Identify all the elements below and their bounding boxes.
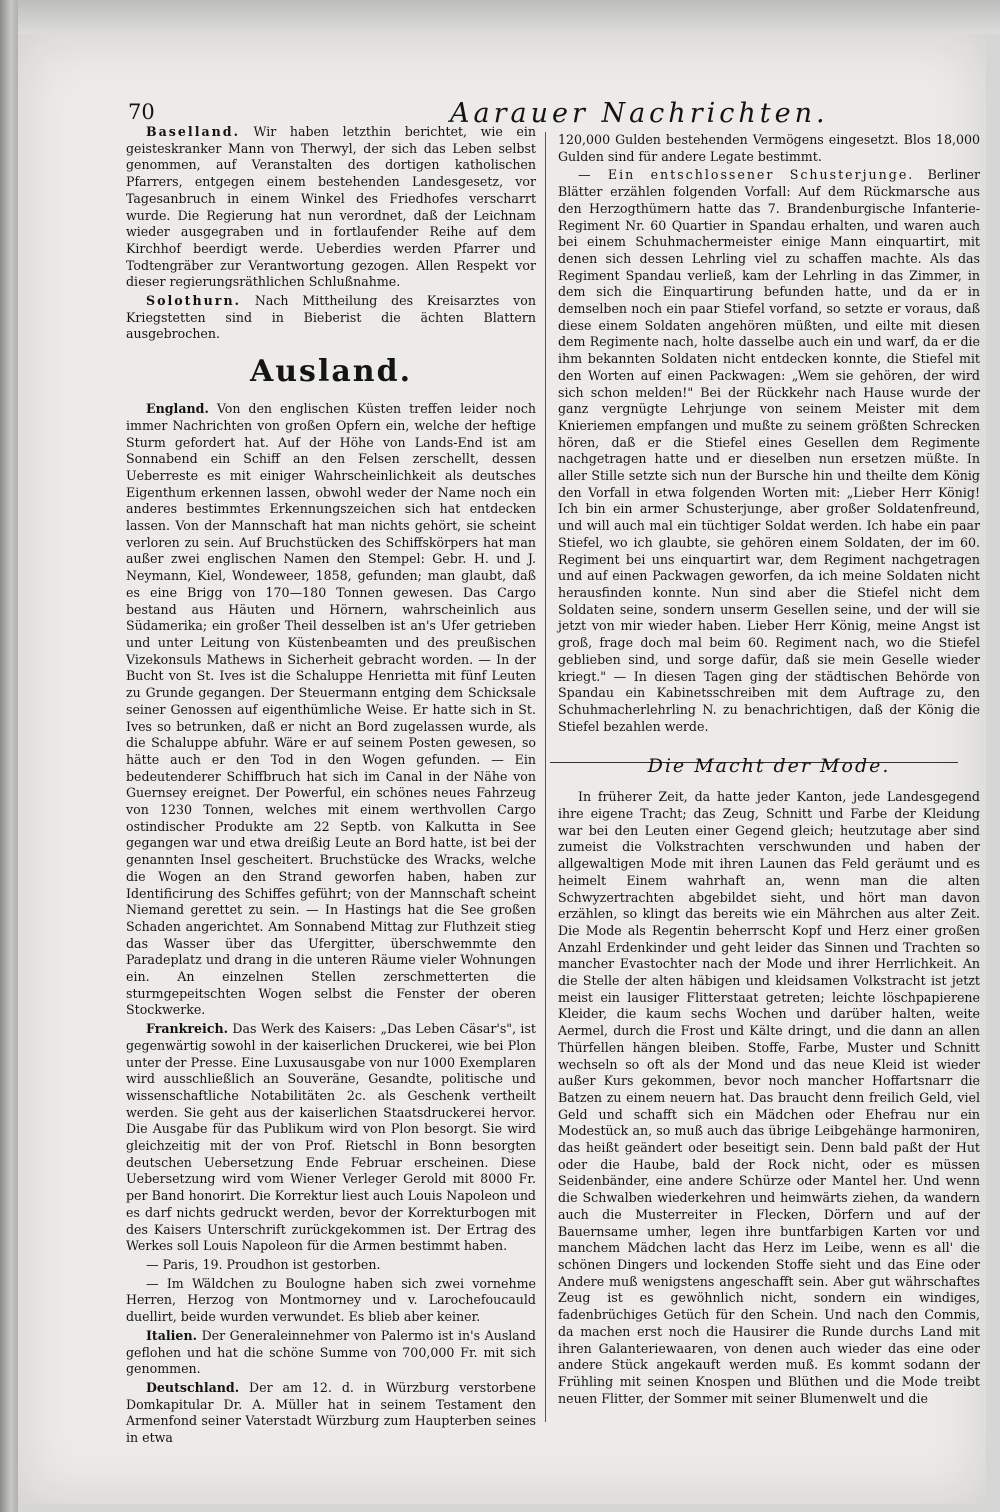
article-boulogne: — Im Wäldchen zu Boulogne haben sich zwei vornehme Herren, Herzog von Montmorney und v. Larochefoucauld duellirt, beide wurden verwundet. Es blieb aber keiner.	[126, 1275, 536, 1325]
article-frankreich	[126, 1021, 536, 1255]
article-head: Italien.	[146, 1327, 197, 1343]
article-mode: In früherer Zeit, da hatte jeder Kanton, jede Landesgegend ihre eigene Tracht; das Zeug, Schnitt und Farbe der Kleidung war bei den Leuten einer Gegend gleich; heutzutage aber sind zumeist die Volkstrachten verschwunden und haben der allgewaltigen Mode mit ihren Launen das Feld geräumt und es heimelt Einem wahrhaft an, wenn man die alten Schwyzertrachten abgebildet sieht, und hört man davon erzählen, so klingt das bereits wie ein Mährchen aus alter Zeit. Die Mode als Regentin beherrscht Kopf und Herz einer großen Anzahl Erdenkinder und geht leider das Sinnen und Trachten so mancher Evastochter nach der Mode und ihrer Herrlichkeit. An die Stelle der alten häbigen und kleidsamen Volkstracht ist jetzt meist ein lausiger Flitterstaat getreten; leichte löschpapierene Kleider, die kaum sechs Wochen und darüber halten, weite Aermel, durch die Frost und Kälte dringt, und die dann an allen Thürfellen hängen bleiben. Stoffe, Farbe, Muster und Schnitt wechseln so oft als der Mond und das neue Kleid ist wieder außer Kurs gekommen, bevor noch mancher Hoffartsnarr die Batzen zu einem neuern hat. Das braucht denn freilich Geld, viel Geld und schafft sich ein Mädchen oder Ehefrau nur ein Modestück an, so muß auch das übrige Leibgehänge harmoniren, das heißt geändert oder beseitigt sein. Denn bald paßt der Hut oder die Haube, bald der Rock nicht, oder es müssen Seidenbänder, eine andere Schürze oder Mantel her. Und wenn die Schwalben wiederkehren und heimwärts ziehen, da wandern auch die Musterreiter in Flecken, Dörfern und auf der Bauernsame umher, legen ihre buntfarbigen Karten vor und manchem Mädchen lacht das Herz im Leibe, wenn es all' die schönen Dingers und lockenden Stoffe sieht und das Eine oder Andere muß wenigstens angeschafft sein. Aber gut währschaftes Zeug ist es gewöhnlich nicht, sondern ein windiges, fadenbrüchiges Getüch für den Schein. Und nach den Commis, da machen erst noch die Hausirer die Runde durchs Land mit ihren Galanteriewaaren, von denen auch wieder das eine oder andere Stück angekauft werden muß. Es kommt sodann der Frühling mit seinen Knospen und Blüthen und die Mode treibt neuen Flitter, der Sommer mit seiner Blumenwelt und die	[558, 789, 980, 1406]
article-body: Von den englischen Küsten treffen leider noch immer Nachrichten von großen Opfern ein, welche der heftige Sturm gefordert hat. Auf der Höhe von Lands-End ist am Sonnabend ein Schiff an den Felsen zerschellt, dessen Ueberreste es mit einiger Wahrscheinlichkeit als deutsches Eigenthum erkennen lassen, obwohl weder der Name noch ein anderes bestimmtes Erkennungszeichen sich hat entdecken lassen. Von der Mannschaft hat man nichts gehört, sie scheint verloren zu sein. Auf Bruchstücken des Schiffskörpers hat man außer zwei englischen Namen den Stempel: Gebr. H. und J. Neymann, Kiel, Wondeweer, 1858, gefunden; man glaubt, daß es eine Brigg von 170—180 Tonnen gewesen. Das Cargo bestand aus Häuten und Hörnern, wahrscheinlich aus Südamerika; ein großer Theil desselben ist an's Ufer getrieben und unter Leitung von Küstenbeamten und des preußischen Vizekonsuls Mathews in Sicherheit gebracht worden. — In der Bucht von St. Ives ist die Schaluppe Henrietta mit fünf Leuten zu Grunde gegangen. Der Steuermann entging dem Schicksale seiner Genossen auf eigenthümliche Weise. Er hatte sich in St. Ives so betrunken, daß er nicht an Bord zugelassen wurde, als die Schaluppe abfuhr. Wäre er auf seinem Posten gewesen, so hätte auch er den Tod in den Wogen gefunden. — Ein bedeutenderer Schiffbruch hat sich im Canal in der Nähe von Guernsey ereignet. Der Powerful, ein schönes neues Fahrzeug von 1230 Tonnen, welches mit einem werthvollen Cargo ostindischer Produkte am 22 Septb. von Kalkutta in See gegangen war und etwa dreißig Leute an Bord hatte, ist bei der genannten Insel gescheitert. Bruchstücke des Wracks, welche die Wogen an den Strand geworfen haben, haben zur Identificirung des Schiffes geführt; von der Mannschaft scheint Niemand gerettet zu sein. — In Hastings hat die See großen Schaden angerichtet. Am Sonnabend Mittag zur Fluthzeit stieg das Wasser über das Ufergitter, überschwemmte den Paradeplatz und drang in die unteren Räume vieler Wohnungen ein. An einzelnen Stellen zerschmetterten die sturmgepeitschten Wogen selbst die Fenster der oberen Stockwerke.	[126, 401, 536, 1018]
article-continuation: 120,000 Gulden bestehenden Vermögens eingesetzt. Blos 18,000 Gulden sind für andere Legate bestimmt.	[558, 132, 980, 164]
article-body: Das Werk des Kaisers: „Das Leben Cäsar's", ist gegenwärtig sowohl in der kaiserlichen Druckerei, wie bei Plon unter der Presse. Eine Luxusausgabe von nur 1000 Exemplaren wird ausschließlich an Souveräne, Gesandte, politische und wissenschaftliche Notabilitäten 2c. als Geschenk vertheilt werden. Sie geht aus der kaiserlichen Staatsdruckerei hervor. Die Ausgabe für das Publikum wird von Plon besorgt. Sie wird gleichzeitig mit der von Prof. Rietschl in Bonn besorgten deutschen Uebersetzung Ende Februar erscheinen. Diese Uebersetzung wird vom Wiener Verleger Gerold mit 8000 Fr. per Band honorirt. Die Korrektur liest auch Louis Napoleon und es darf nichts gedruckt werden, bevor der Korrekturbogen mit des Kaisers Unterschrift zurückgekommen ist. Der Ertrag des Werkes soll Louis Napoleon für die Armen bestimmt haben.	[126, 1021, 536, 1254]
article-head: Solothurn.	[146, 293, 241, 309]
article-title-mode: Die Macht der Mode.	[647, 755, 891, 778]
article-head: Deutschland.	[146, 1379, 240, 1395]
right-column	[558, 132, 980, 1409]
page-number: 70	[128, 100, 155, 124]
article-deutschland	[126, 1380, 536, 1447]
article-body: Wir haben letzthin berichtet, wie ein geisteskranker Mann von Therwyl, der sich das Leben selbst genommen, auf Veranstalten des dortigen katholischen Pfarrers, entgegen einem bestehenden Landesgesetz, vor Tagesanbruch in einem Winkel des Friedhofes verscharrt wurde. Die Regierung hat nun verordnet, daß der Leichnam wieder ausgegraben und in fortlaufender Reihe auf dem Kirchhof beerdigt werde. Ueberdies werden Pfarrer und Todtengräber zur Verantwortung gezogen. Allen Respekt vor dieser regierungsräthlichen Schlußnahme.	[126, 124, 536, 290]
article-solothurn	[126, 293, 536, 343]
article-body: Berliner Blätter erzählen folgenden Vorfall: Auf dem Rückmarsche aus den Herzogthümern hatte das 7. Brandenburgische Infanterie-Regiment Nr. 60 Quartier in Spandau erhalten, und waren auch bei einem Schuhmachermeister einige Mann einquartirt, mit denen sich dessen Lehrling viel zu schaffen machte. Als das Regiment Spandau verließ, kam der Lehrling in das Zimmer, in dem sich die Einquartirung befunden hatte, und da er in demselben noch ein paar Stiefel vorfand, so setzte er voraus, daß diese einem Soldaten angehören müßten, und eilte mit diesen dem Regimente nach, holte dasselbe auch ein und warf, da er die ihm bekannten Soldaten nicht entdecken konnte, die Stiefel mit den Worten auf einen Packwagen: „Wem sie gehören, der wird sich schon melden!" Bei der Rückkehr nach Hause wurde der ganz vergnügte Lehrjunge von seinem Meister mit dem Knieriemen empfangen und mußte zu seinem größten Schrecken hören, daß er die Stiefel eines Gesellen dem Regimente nachgetragen hatte und er dieselben nun ersetzen müßte. In aller Stille setzte sich nun der Bursche hin und theilte dem König den Vorfall in etwa folgenden Worten mit: „Lieber Herr König! Ich bin ein armer Schusterjunge, aber großer Soldatenfreund, und will auch mal ein tüchtiger Soldat werden. Ich habe ein paar Stiefel, wo ich glaubte, sie gehören einem Soldaten, der im 60. Regiment bei uns einquartirt war, dem Regiment nachgetragen und auf einen Packwagen geworfen, da ich meine Soldaten nicht herausfinden konnte. Nun sind aber die Stiefel nicht dem Soldaten seine, sondern unserm Gesellen seine, und der will sie jetzt von mir wieder haben. Lieber Herr König, meine Angst ist groß, frage doch mal beim 60. Regiment nach, wo die Stiefel geblieben sind, und sorge dafür, daß sie mein Geselle wieder kriegt." — In diesen Tagen ging der städtischen Behörde von Spandau ein Kabinetsschreiben mit dem Auftrage zu, den Schuhmacherlehrling N. zu benachrichtigen, daß der König die Stiefel bezahlen werde.	[558, 167, 980, 734]
book-spine-edge	[0, 0, 18, 1512]
column-divider	[545, 132, 546, 1422]
article-body: Der Generaleinnehmer von Palermo ist in's Ausland geflohen und hat die schöne Summe von 700,000 Fr. mit sich genommen.	[126, 1327, 536, 1377]
section-title-ausland: Ausland.	[249, 354, 413, 390]
article-paris: — Paris, 19. Proudhon ist gestorben.	[146, 1257, 381, 1272]
article-body: Der am 12. d. in Würzburg verstorbene Domkapitular Dr. A. Müller hat in seinem Testament den Armenfond seiner Vaterstadt Würzburg zum Haupterben seines in etwa	[126, 1379, 536, 1446]
article-body: Nach Mittheilung des Kreisarztes von Kriegstetten sind in Bieberist die ächten Blattern ausgebrochen.	[126, 293, 536, 342]
masthead-title: Aarauer Nachrichten.	[450, 98, 829, 129]
article-head: — Ein entschlossener Schusterjunge.	[578, 167, 915, 183]
article-italien	[126, 1328, 536, 1378]
page-top-edge	[0, 0, 1000, 34]
article-baselland	[126, 124, 536, 291]
article-head: England.	[146, 401, 209, 417]
left-column	[126, 124, 536, 1449]
article-head: Frankreich.	[146, 1021, 229, 1037]
article-head: Baselland.	[146, 124, 240, 139]
article-schusterjunge	[558, 167, 980, 735]
article-england	[126, 401, 536, 1019]
